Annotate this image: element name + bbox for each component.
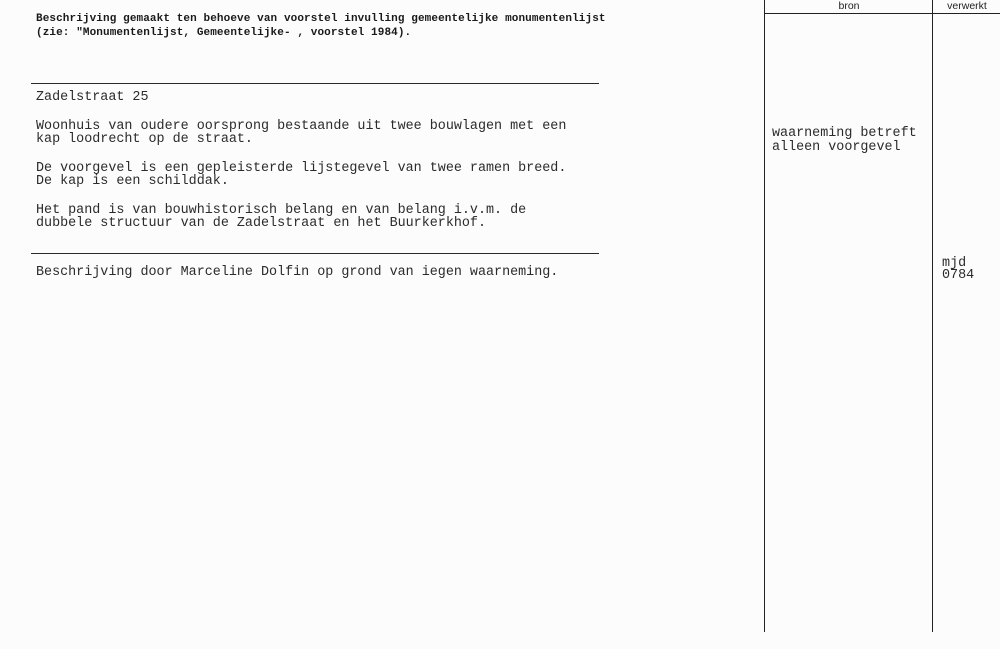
paragraph-1-line-2: kap loodrecht op de straat. — [36, 132, 253, 147]
bron-column-header: bron — [838, 0, 860, 12]
bottom-divider — [31, 253, 599, 254]
paragraph-2-line-1: De voorgevel is een gepleisterde lijstegevel van twee ramen breed. — [36, 161, 567, 176]
paragraph-3-line-2: dubbele structuur van de Zadelstraat en het Buurkerkhof. — [36, 216, 486, 231]
bron-column-left-border — [764, 0, 765, 632]
verwerkt-column-left-border — [932, 0, 933, 632]
header-line-1: Beschrijving gemaakt ten behoeve van voorstel invulling gemeentelijke monumentenlijst — [36, 13, 606, 25]
header-line-2: (zie: "Monumentenlijst, Gemeentelijke- , voorstel 1984). — [36, 27, 412, 39]
paragraph-2-line-2: De kap is een schilddak. — [36, 174, 229, 189]
verwerkt-initials: mjd — [942, 256, 967, 271]
bron-note-line-1: waarneming betreft — [772, 126, 917, 141]
paragraph-3-line-1: Het pand is van bouwhistorisch belang en van belang i.v.m. de — [36, 203, 527, 218]
description-author-note: Beschrijving door Marceline Dolfin op grond van iegen waarneming. — [36, 265, 559, 280]
verwerkt-column-header: verwerkt — [947, 0, 987, 12]
verwerkt-date: 0784 — [942, 268, 975, 283]
bron-note-line-2: alleen voorgevel — [772, 140, 901, 155]
address-title: Zadelstraat 25 — [36, 90, 149, 105]
top-divider — [31, 83, 599, 84]
paragraph-1-line-1: Woonhuis van oudere oorsprong bestaande uit twee bouwlagen met een — [36, 119, 567, 134]
